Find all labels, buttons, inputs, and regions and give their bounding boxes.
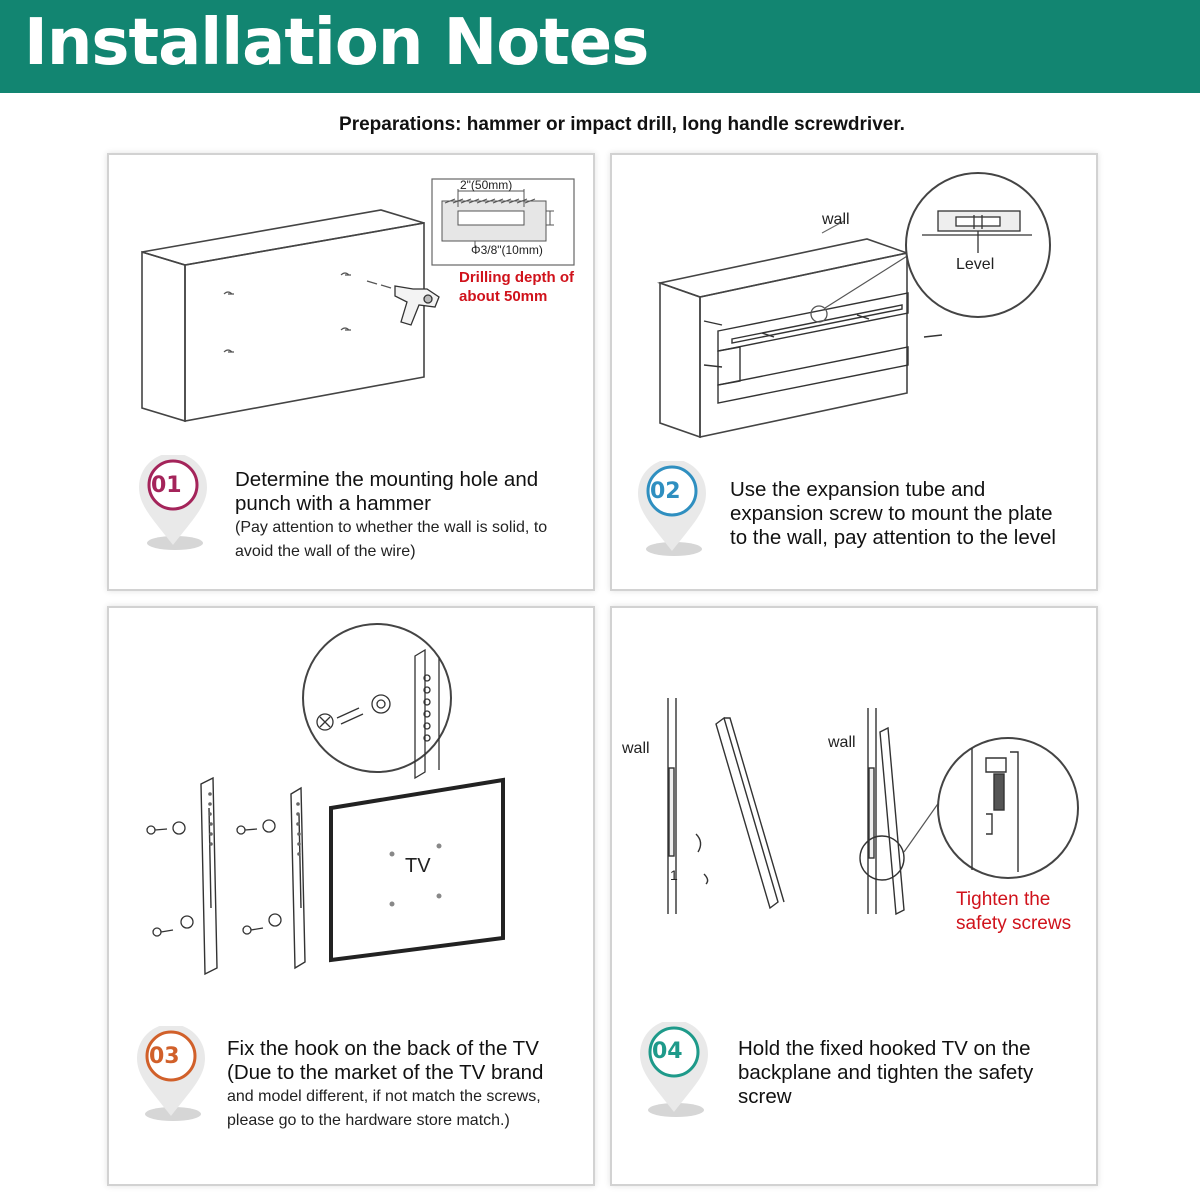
- position-marker: 1: [670, 867, 678, 883]
- header-banner: [0, 0, 1200, 93]
- step-02-title-line-3: to the wall, pay attention to the level: [730, 526, 1056, 549]
- step-03-title-line-1: Fix the hook on the back of the TV: [227, 1037, 539, 1060]
- step-04-pin-icon: [632, 1022, 716, 1122]
- tighten-line-1: Tighten the: [956, 889, 1051, 910]
- step-02-description: [730, 478, 1056, 550]
- step-02-title-line-1: Use the expansion tube and: [730, 478, 986, 501]
- drilling-depth-line-1: Drilling depth of: [459, 269, 574, 286]
- step-02-panel: [610, 153, 1098, 591]
- step-01-panel: [107, 153, 595, 591]
- step-02-number: 02: [650, 479, 681, 504]
- step-01-pin-icon: [131, 455, 215, 555]
- preparations-text: Preparations: hammer or impact drill, long handle screwdriver.: [339, 114, 905, 135]
- step-04-title-line-2: backplane and tighten the safety: [738, 1061, 1034, 1084]
- hole-width-label: 2"(50mm): [460, 178, 513, 192]
- tighten-line-2: safety screws: [956, 913, 1072, 934]
- step-04-panel: [610, 606, 1098, 1186]
- page-title: Installation Notes: [24, 6, 649, 80]
- wall-label-right: wall: [828, 734, 856, 751]
- step-01-note-line-1: (Pay attention to whether the wall is solid, to: [235, 519, 548, 536]
- step-03-title-line-2: (Due to the market of the TV brand: [227, 1061, 544, 1084]
- wall-label-left: wall: [622, 740, 650, 757]
- step-04-number: 04: [652, 1039, 683, 1064]
- step-04-title-line-1: Hold the fixed hooked TV on the: [738, 1037, 1031, 1060]
- tv-label: TV: [405, 855, 431, 877]
- drilling-depth-label: [459, 268, 574, 306]
- hole-diameter-label: Φ3/8"(10mm): [471, 243, 543, 257]
- step-04-title-line-3: screw: [738, 1085, 792, 1108]
- drilling-depth-line-2: about 50mm: [459, 288, 548, 305]
- step-03-panel: [107, 606, 595, 1186]
- step-01-number: 01: [151, 473, 182, 498]
- step-03-description: [227, 1037, 543, 1133]
- step-01-title-line-1: Determine the mounting hole and: [235, 468, 539, 491]
- step-01-note-line-2: avoid the wall of the wire): [235, 543, 416, 560]
- step-04-description: [738, 1037, 1033, 1109]
- step-02-title-line-2: expansion screw to mount the plate: [730, 502, 1053, 525]
- wall-label: wall: [822, 211, 850, 228]
- step-03-number: 03: [149, 1044, 180, 1069]
- step-03-note-line-2: please go to the hardware store match.): [227, 1112, 510, 1129]
- level-label: Level: [956, 256, 995, 273]
- step-03-note-line-1: and model different, if not match the screws,: [227, 1088, 541, 1105]
- step-03-pin-icon: [129, 1026, 213, 1126]
- step-02-pin-icon: [630, 461, 714, 561]
- step-01-title-line-2: punch with a hammer: [235, 492, 431, 515]
- tighten-screws-label: [956, 888, 1071, 936]
- step-01-description: [235, 468, 547, 564]
